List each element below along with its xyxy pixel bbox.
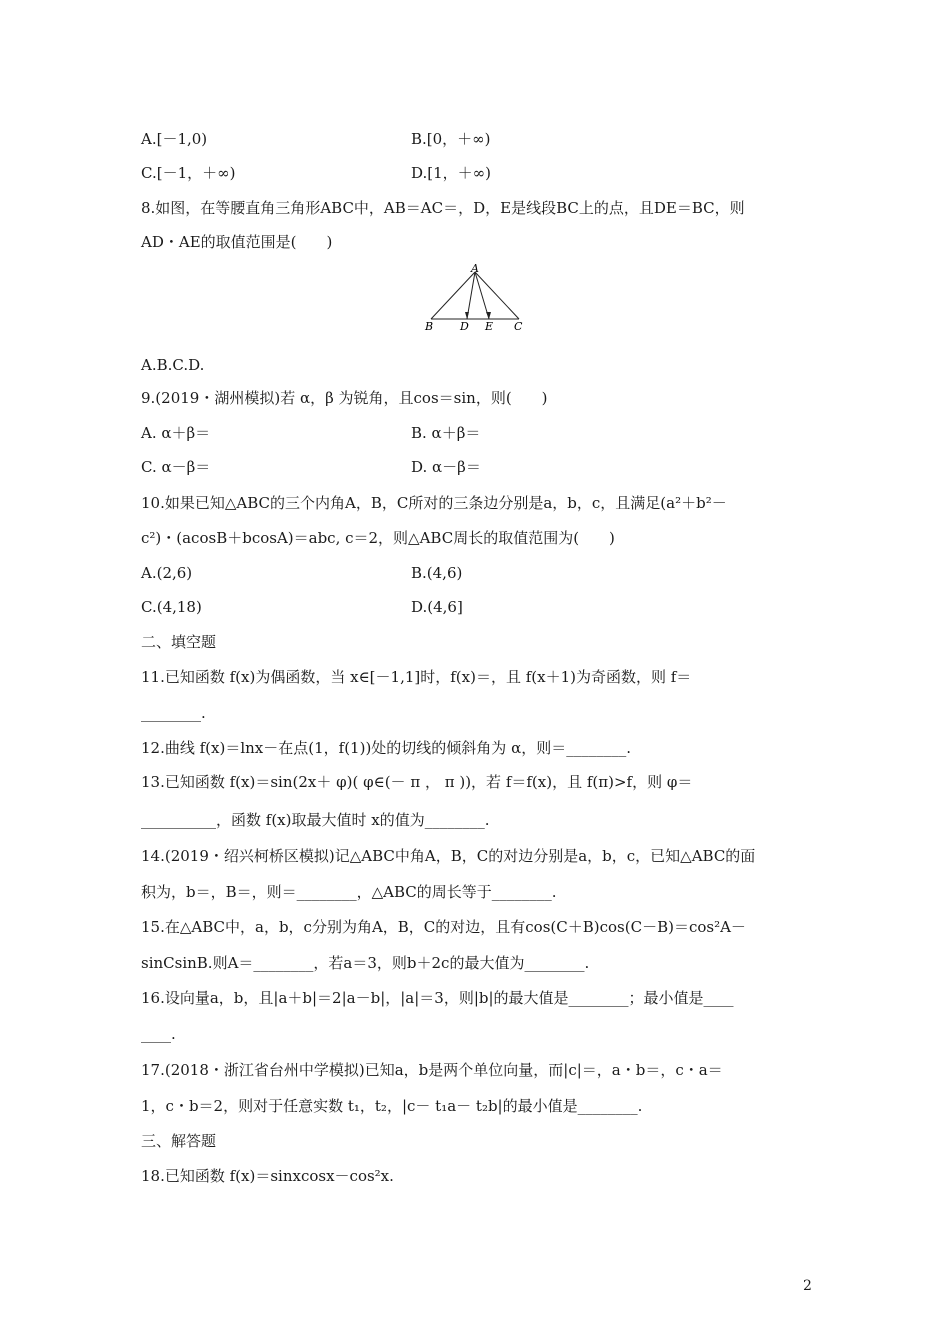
q13-stem-line1: 13.已知函数 f(x)＝sin(2x＋ φ)( φ∈(－ π ， π ))，若 f＝f(x)，且 f(π)>f，则 φ＝ <box>141 773 693 791</box>
q14-stem-line2: 积为，b＝，B＝，则＝________，△ABC的周长等于________. <box>141 883 557 901</box>
q10-stem-line1: 10.如果已知△ABC的三个内角A，B，C所对的三条边分别是a，b，c，且满足(a²＋b²－ <box>141 494 727 512</box>
label-a: A <box>471 262 479 275</box>
q7-option-d: D.[1，＋∞) <box>411 164 492 182</box>
page-number: 2 <box>803 1278 812 1294</box>
q9-stem: 9.(2019・湖州模拟)若 α，β 为锐角，且cos＝sin，则( ) <box>141 389 548 407</box>
q7-option-a: A.[－1,0) <box>141 130 208 148</box>
q7-option-c: C.[－1，＋∞) <box>141 164 236 182</box>
q9-option-a: A. α＋β＝ <box>141 424 211 442</box>
q7-option-b: B.[0，＋∞) <box>411 130 491 148</box>
q8-options: A.B.C.D. <box>141 356 205 374</box>
q10-stem-line2: c²)・(acosB＋bcosA)＝abc, c＝2，则△ABC周长的取值范围为( ) <box>141 529 615 547</box>
label-d: D <box>460 320 469 333</box>
q14-stem-line1: 14.(2019・绍兴柯桥区模拟)记△ABC中角A，B，C的对边分别是a，b，c，已知△ABC的面 <box>141 847 756 865</box>
q9-option-c: C. α－β＝ <box>141 458 211 476</box>
q9-option-d: D. α－β＝ <box>411 458 481 476</box>
q10-option-c: C.(4,18) <box>141 598 202 616</box>
q16-stem-line2: ____. <box>141 1025 176 1043</box>
label-e: E <box>485 320 494 333</box>
section-answer-heading: 三、解答题 <box>141 1132 217 1150</box>
q16-stem-line1: 16.设向量a，b，且|a＋b|＝2|a－b|，|a|＝3，则|b|的最大值是________；最小值是____ <box>141 989 734 1007</box>
section-fill-in-heading: 二、填空题 <box>141 633 217 651</box>
q9-option-b: B. α＋β＝ <box>411 424 481 442</box>
label-c: C <box>514 320 523 333</box>
q15-stem-line2: sinCsinB.则A＝________，若a＝3，则b＋2c的最大值为________. <box>141 954 590 972</box>
q10-option-a: A.(2,6) <box>141 564 193 582</box>
q11-stem-line1: 11.已知函数 f(x)为偶函数，当 x∈[－1,1]时，f(x)＝，且 f(x＋1)为奇函数，则 f＝ <box>141 668 692 686</box>
q18-stem: 18.已知函数 f(x)＝sinxcosx－cos²x. <box>141 1167 394 1185</box>
q8-stem-line2: AD・AE的取值范围是( ) <box>141 233 333 251</box>
q17-stem-line2: 1，c・b＝2，则对于任意实数 t₁，t₂，|c－ t₁a－ t₂b|的最小值是________. <box>141 1097 643 1115</box>
label-b: B <box>425 320 434 333</box>
q11-stem-line2: ________. <box>141 704 206 722</box>
triangle-figure <box>423 262 527 334</box>
q17-stem-line1: 17.(2018・浙江省台州中学模拟)已知a，b是两个单位向量，而|c|＝，a・b＝，c・a＝ <box>141 1061 723 1079</box>
q8-stem-line1: 8.如图，在等腰直角三角形ABC中，AB＝AC＝，D，E是线段BC上的点，且DE＝BC，则 <box>141 199 745 217</box>
q13-stem-line2: __________，函数 f(x)取最大值时 x的值为________. <box>141 811 490 829</box>
q10-option-b: B.(4,6) <box>411 564 463 582</box>
q15-stem-line1: 15.在△ABC中，a，b，c分别为角A，B，C的对边，且有cos(C＋B)cos(C－B)＝cos²A－ <box>141 918 746 936</box>
q12-stem: 12.曲线 f(x)＝lnx－在点(1，f(1))处的切线的倾斜角为 α，则＝________. <box>141 739 631 757</box>
q10-option-d: D.(4,6] <box>411 598 463 616</box>
